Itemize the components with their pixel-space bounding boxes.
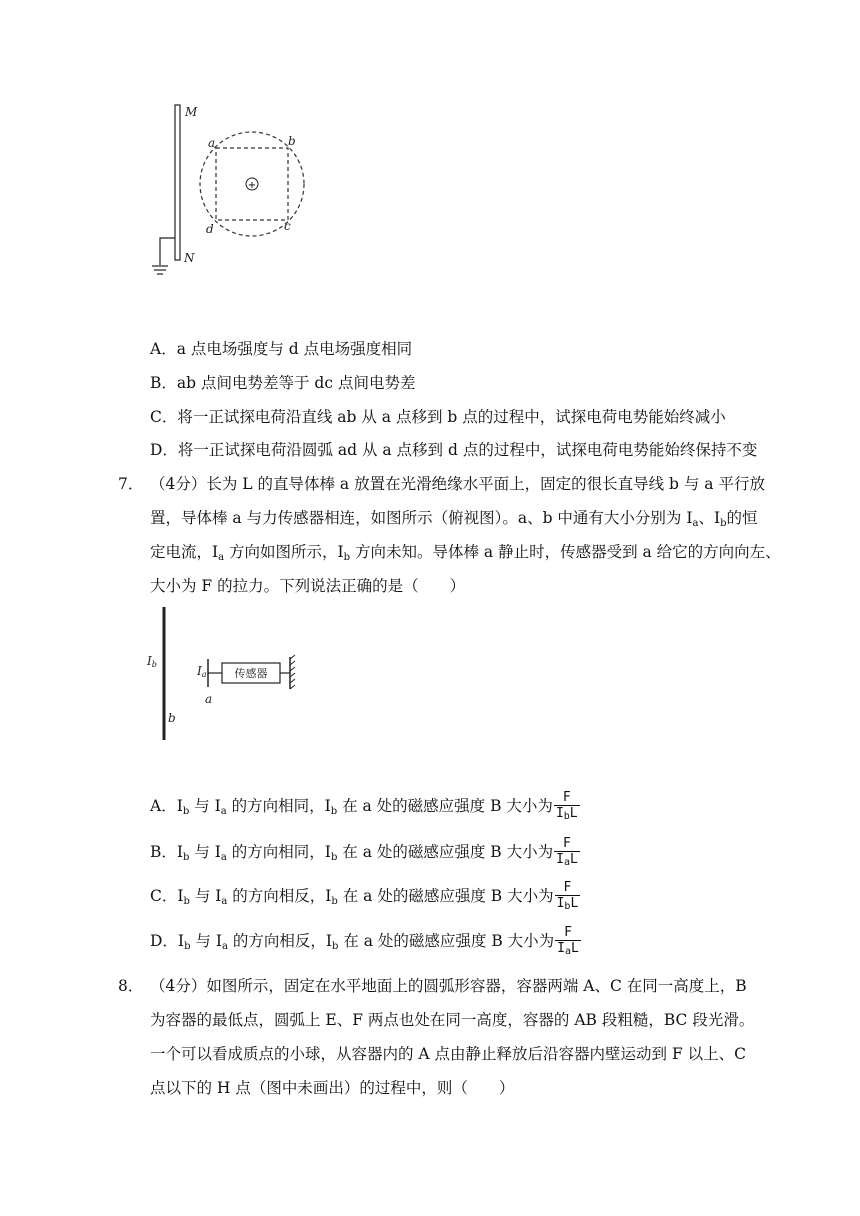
ground-wire xyxy=(160,238,175,265)
q8-line-1: （4分）如图所示，固定在水平地面上的圆弧形容器，容器两端 A、C 在同一高度上，B xyxy=(150,977,747,995)
q6-option-a: A．a 点电场强度与 d 点电场强度相同 xyxy=(150,340,413,358)
q7-line-2: 置，导体棒 a 与力传感器相连，如图所示（俯视图）。a、b 中通有大小分别为 $I_a$、$I_b$的恒 xyxy=(150,509,758,529)
q8-number: 8． xyxy=(118,977,144,995)
metal-plate-mn xyxy=(175,105,180,260)
q7-option-a: A．$I_b$ 与 $I_a$ 的方向相同，$I_b$ 在 a 处的磁感应强度 B 大小为 $\frac{F}{I_bL}$ xyxy=(150,790,578,822)
q6-option-c: C．将一正试探电荷沿直线 ab 从 a 点移到 b 点的过程中，试探电荷电势能始终减小 xyxy=(150,408,726,426)
svg-text:Ia: Ia xyxy=(197,664,207,679)
q7-line-3: 定电流，$I_a$ 方向如图所示，$I_b$ 方向未知。导体棒 a 静止时，传感器受到 a 给它的方向向左、 xyxy=(150,543,781,563)
label-ia: I xyxy=(197,664,202,678)
q7-line-4: 大小为 F 的拉力。下列说法正确的是（ ） xyxy=(150,577,466,595)
q8-line-3: 一个可以看成质点的小球，从容器内的 A 点由静止释放后沿容器内壁运动到 F 以上、C xyxy=(150,1045,747,1063)
figure-sensor xyxy=(140,605,310,745)
q6-option-b: B．ab 点间电势差等于 dc 点间电势差 xyxy=(150,374,416,392)
q6-option-d: D．将一正试探电荷沿圆弧 ad 从 a 点移到 d 点的过程中，试探电荷电势能始终保持不变 xyxy=(150,441,758,459)
label-ib: I xyxy=(147,654,152,668)
label-m: M xyxy=(185,105,198,119)
q7-option-b: B．$I_b$ 与 $I_a$ 的方向相同，$I_b$ 在 a 处的磁感应强度 B 大小为 $\frac{F}{I_aL}$ xyxy=(150,836,578,868)
q7-option-c: C．$I_b$ 与 $I_a$ 的方向相反，$I_b$ 在 a 处的磁感应强度 B 大小为 $\frac{F}{I_bL}$ xyxy=(150,880,579,912)
label-n: N xyxy=(184,251,195,265)
charge-sign: + xyxy=(247,180,257,191)
q7-line-1: （4分）长为 L 的直导体棒 a 放置在光滑绝缘水平面上，固定的很长直导线 b 与 a 平行放 xyxy=(150,475,765,493)
label-wire-b: b xyxy=(168,711,176,725)
q7-number: 7． xyxy=(118,475,144,493)
q7-option-d: D．$I_b$ 与 $I_a$ 的方向相反，$I_b$ 在 a 处的磁感应强度 B 大小为 $\frac{F}{I_aL}$ xyxy=(150,925,579,957)
fraction: $\frac{F}{I_aL}$ xyxy=(557,925,579,957)
label-d: d xyxy=(206,222,214,236)
fraction: $\frac{F}{I_bL}$ xyxy=(555,790,578,822)
label-b: b xyxy=(288,134,296,148)
q8-line-2: 为容器的最低点，圆弧上 E、F 两点也处在同一高度，容器的 AB 段粗糙，BC 段光滑。 xyxy=(150,1011,755,1029)
sensor-label: 传感器 xyxy=(234,667,268,680)
fraction: $\frac{F}{I_bL}$ xyxy=(556,880,579,912)
label-rod-a: a xyxy=(205,692,213,706)
q8-line-4: 点以下的 H 点（图中未画出）的过程中，则（ ） xyxy=(150,1079,515,1097)
label-a: a xyxy=(208,136,216,150)
figure-electric-field xyxy=(140,100,330,290)
svg-text:Ib: Ib xyxy=(147,654,157,669)
fraction: $\frac{F}{I_aL}$ xyxy=(556,836,578,868)
label-c: c xyxy=(284,219,291,233)
